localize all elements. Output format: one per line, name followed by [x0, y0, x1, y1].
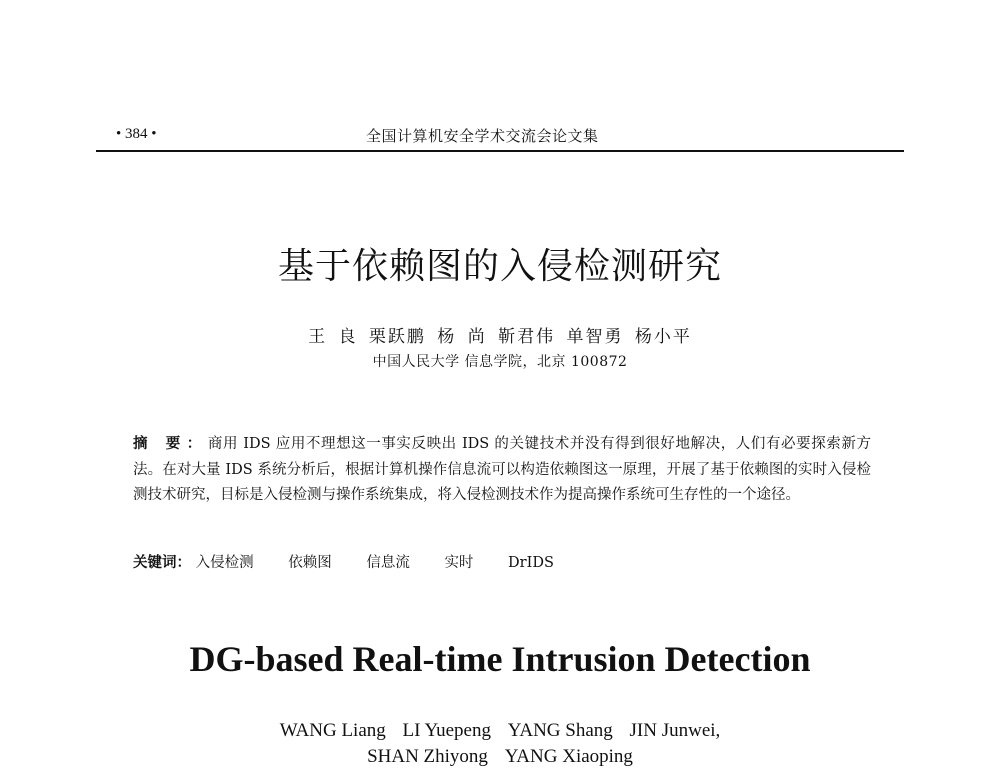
keywords-label: 关键词： — [133, 555, 191, 571]
chinese-title: 基于依赖图的入侵检测研究 — [277, 246, 722, 287]
english-authors — [0, 718, 1000, 770]
header-rule — [96, 150, 904, 152]
keyword-item: 入侵检测 — [195, 555, 254, 571]
english-title: DG-based Real-time Intrusion Detection — [189, 639, 811, 679]
keyword-item: 信息流 — [366, 555, 410, 571]
keyword-item: 依赖图 — [288, 555, 332, 571]
author-name: SHAN Zhiyong — [367, 746, 488, 767]
chinese-authors: 王 良 栗跃鹏 杨 尚 靳君伟 单智勇 杨小平 — [308, 327, 692, 347]
keyword-item: 实时 — [444, 555, 474, 571]
abstract-label: 摘 要： — [133, 436, 208, 452]
journal-title: 全国计算机安全学术交流会论文集 — [366, 127, 599, 145]
english-authors-line-2 — [0, 744, 1000, 770]
abstract-text: 商用 IDS 应用不理想这一事实反映出 IDS 的关键技术并没有得到很好地解决，人们有必要探索新方法。在对大量 IDS 系统分析后，根据计算机操作信息流可以构造依赖图这一原理，开展了基于依赖图的实时入侵检测技术研究，目标是入侵检测与操作系统集成，将入侵检测技术作为提高操作系统可生存性的一个途径。 — [133, 436, 871, 503]
english-authors-line-1 — [0, 718, 1000, 744]
author-name: JIN Junwei, — [629, 720, 721, 741]
author-name: LI Yuepeng — [402, 720, 491, 741]
abstract — [133, 432, 871, 509]
keywords — [133, 551, 871, 572]
author-name: WANG Liang — [279, 720, 386, 741]
running-header — [96, 124, 904, 152]
chinese-affiliation: 中国人民大学 信息学院，北京 100872 — [372, 354, 628, 370]
author-name: YANG Shang — [507, 720, 613, 741]
author-name: YANG Xiaoping — [504, 746, 633, 767]
page-number: • 384 • — [116, 126, 157, 142]
keyword-item: DrIDS — [508, 555, 554, 571]
